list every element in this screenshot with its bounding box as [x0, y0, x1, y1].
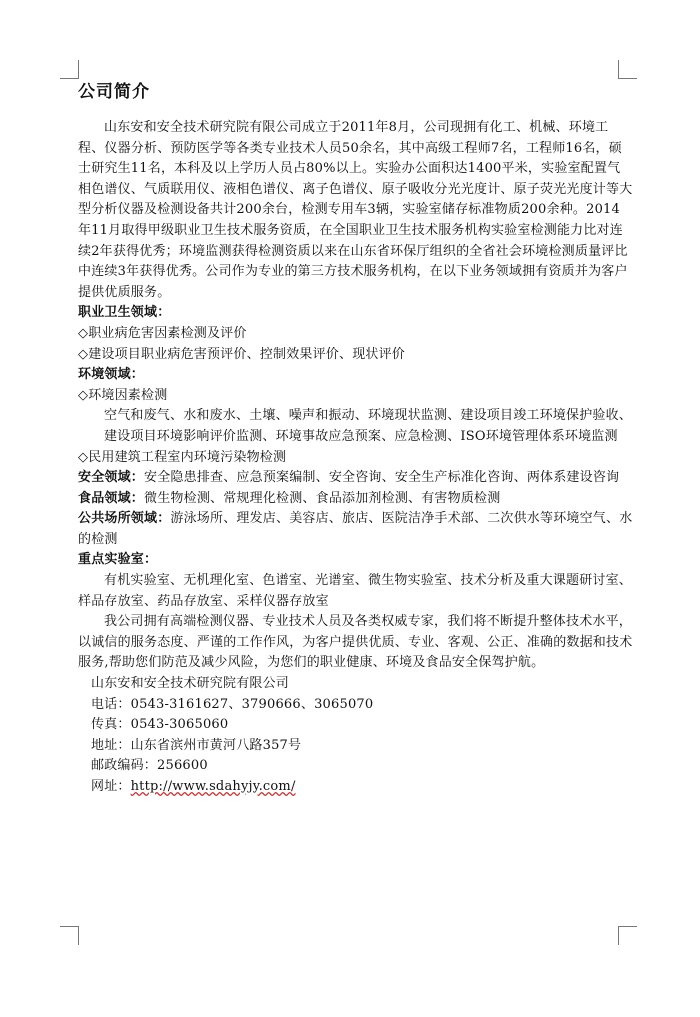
- contact-fax: 传真：0543-3065060: [91, 717, 229, 733]
- crop-mark-bottom-left: [60, 926, 79, 945]
- occupational-item-1: ◇职业病危害因素检测及评价: [78, 325, 247, 341]
- website-link[interactable]: http://www.sdahyjy.com/: [130, 779, 296, 794]
- public-text: 游泳场所、理发店、美容店、旅店、医院洁净手术部、二次供水等环境空气、水的检测: [78, 511, 633, 547]
- food-section: [78, 489, 633, 510]
- contact-phone: 电话：0543-3161627、3790666、3065070: [91, 696, 374, 712]
- contact-company: 山东安和安全技术研究院有限公司: [91, 676, 290, 692]
- occupational-heading: 职业卫生领域：: [78, 305, 171, 321]
- closing-paragraph: 我公司拥有高端检测仪器、专业技术人员及各类权威专家，我们将不断提升整体技术水平，以诚信的服务态度、严谨的工作作风，为客户提供优质、专业、客观、公正、准确的数据和技术服务,帮助您们防范及减少风险，为您们的职业健康、环境及食品安全保驾护航。: [78, 614, 633, 671]
- occupational-item-2: ◇建设项目职业病危害预评价、控制效果评价、现状评价: [78, 346, 405, 362]
- food-text: 微生物检测、常规理化检测、食品添加剂检测、有害物质检测: [144, 490, 501, 506]
- crop-mark-top-left: [60, 60, 79, 79]
- public-section: [78, 509, 633, 550]
- environment-item-2: ◇民用建筑工程室内环境污染物检测: [78, 449, 287, 465]
- contact-website-line: [91, 777, 633, 798]
- food-heading: 食品领域：: [78, 490, 145, 506]
- environment-item-1: ◇环境因素检测: [78, 387, 168, 403]
- labs-text: 有机实验室、无机理化室、色谱室、光谱室、微生物实验室、技术分析及重大课题研讨室、样品存放室、药品存放室、采样仪器存放室: [78, 573, 633, 609]
- public-heading: 公共场所领域：: [78, 511, 171, 527]
- page-title: 公司简介: [78, 82, 150, 102]
- safety-section: [78, 468, 633, 489]
- safety-heading: 安全领域：: [78, 470, 145, 486]
- intro-paragraph: 山东安和安全技术研究院有限公司成立于2011年8月，公司现拥有化工、机械、环境工程、仪器分析、预防医学等各类专业技术人员50余名，其中高级工程师7名，工程师16名，硕士研究生11名，本科及以上学历人员占80%以上。实验办公面积达1400平米，实验室配置气相色谱仪、气质联用仪、液相色谱仪、离子色谱仪、原子吸收分光光度计、原子荧光光度计等大型分析仪器及检测设备共计200余台，检测专用车3辆，实验室储存标准物质200余种。2014年11月取得甲级职业卫生技术服务资质，在全国职业卫生技术服务机构实验室检测能力比对连续2年获得优秀；环境监测获得检测资质以来在山东省环保厅组织的全省社会环境检测质量评比中连续3年获得优秀。公司作为专业的第三方技术服务机构，在以下业务领域拥有资质并为客户提供优质服务。: [78, 120, 633, 300]
- contact-address: 地址：山东省滨州市黄河八路357号: [91, 737, 302, 753]
- labs-heading: 重点实验室：: [78, 552, 158, 568]
- document-body: [78, 80, 633, 798]
- crop-mark-bottom-right: [618, 926, 637, 945]
- contact-block: [78, 674, 633, 798]
- safety-text: 安全隐患排查、应急预案编制、安全咨询、安全生产标准化咨询、两体系建设咨询: [144, 470, 620, 486]
- environment-heading: 环境领域：: [78, 367, 145, 383]
- crop-mark-top-right: [618, 60, 637, 79]
- environment-item-1-detail: 空气和废气、水和废水、土壤、噪声和振动、环境现状监测、建设项目竣工环境保护验收、建设项目环境影响评价监测、环境事故应急预案、应急检测、ISO环境管理体系环境监测: [104, 408, 633, 444]
- contact-postcode: 邮政编码：256600: [91, 758, 208, 774]
- website-label: 网址：: [91, 779, 131, 794]
